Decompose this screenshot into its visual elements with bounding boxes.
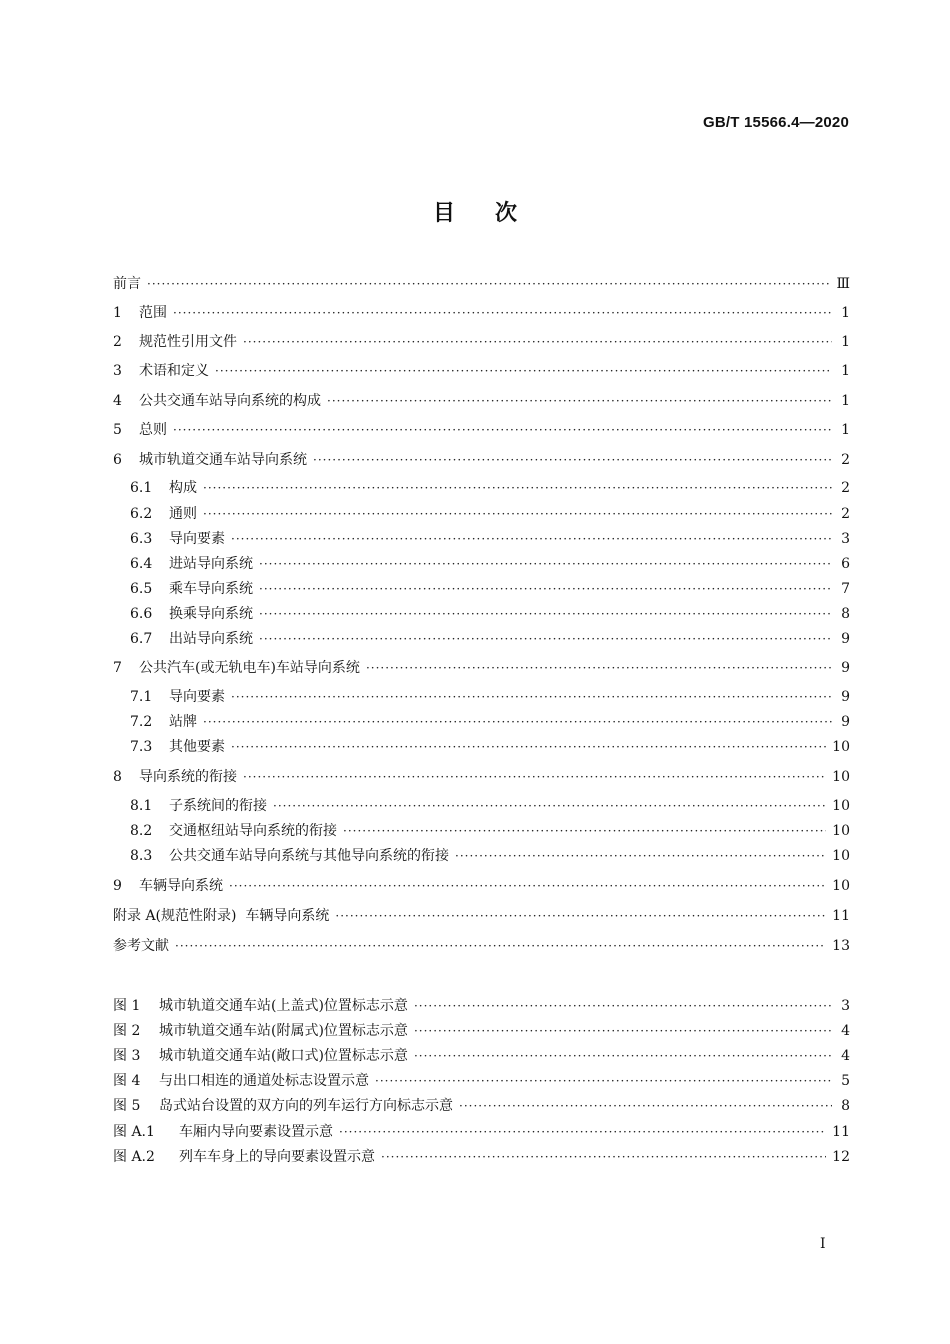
toc-page: 1 [841,393,850,409]
toc-label: 总则 [139,422,167,438]
toc-page: 10 [832,739,850,755]
toc-number: 7.3 [130,739,153,755]
toc-number: 8.3 [130,848,153,864]
toc-entry-7-2[interactable] [130,711,850,733]
leader-dots [455,845,826,867]
toc-entry-2[interactable] [113,331,850,353]
toc-number: 9 [113,878,122,894]
figure-page: 3 [841,998,850,1014]
figure-page: 12 [832,1149,850,1165]
toc-label: 术语和定义 [139,363,209,379]
toc-page: 10 [832,878,850,894]
toc-number: 7.1 [130,689,153,705]
toc-page: 9 [841,714,850,730]
leader-dots [231,686,832,708]
leader-dots [459,1095,832,1117]
figure-page: 4 [841,1023,850,1039]
toc-number: 6.1 [130,480,153,496]
toc-number: 7 [113,660,122,676]
toc-label: 其他要素 [169,739,225,755]
toc-page: 9 [841,631,850,647]
toc-entry-7-3[interactable] [130,736,850,758]
toc-entry-7[interactable] [113,657,850,679]
toc-number: 8 [113,769,122,785]
toc-page: 2 [841,452,850,468]
toc-number: 1 [113,305,122,321]
leader-dots [259,578,832,600]
leader-dots [375,1070,832,1092]
figure-label: 与出口相连的通道处标志设置示意 [159,1073,369,1089]
toc-label: 城市轨道交通车站导向系统 [139,452,307,468]
document-code: GB/T 15566.4—2020 [703,114,849,131]
toc-entry-7-1[interactable] [130,686,850,708]
toc-number: 6.4 [130,556,153,572]
toc-entry-8[interactable] [113,766,850,788]
toc-label: 范围 [139,305,167,321]
leader-dots [313,449,832,471]
toc-page: 9 [841,689,850,705]
figure-number: 图 A.2 [113,1149,155,1165]
figure-number: 图 4 [113,1073,141,1089]
figure-label: 城市轨道交通车站(上盖式)位置标志示意 [159,998,408,1014]
toc-label: 参考文献 [113,938,169,954]
figure-entry-a2[interactable] [113,1146,850,1168]
figure-label: 岛式站台设置的双方向的列车运行方向标志示意 [159,1098,453,1114]
toc-number: 6 [113,452,122,468]
figure-number: 图 1 [113,998,141,1014]
figure-page: 4 [841,1048,850,1064]
toc-label: 出站导向系统 [169,631,253,647]
toc-label: 站牌 [169,714,197,730]
figure-page: 8 [841,1098,850,1114]
toc-page: 2 [841,506,850,522]
toc-entry-6-1[interactable] [130,477,850,499]
figure-entry-2[interactable] [113,1020,850,1042]
toc-entry-6[interactable] [113,449,850,471]
toc-label: 乘车导向系统 [169,581,253,597]
leader-dots [215,360,832,382]
leader-dots [243,766,826,788]
toc-label: 构成 [169,480,197,496]
toc-entry-5[interactable] [113,419,850,441]
page-number: I [820,1236,826,1252]
toc-entry-6-5[interactable] [130,578,850,600]
toc-number: 6.6 [130,606,153,622]
toc-number: 6.3 [130,531,153,547]
toc-page: 10 [832,823,850,839]
leader-dots [173,302,832,324]
toc-number: 6.5 [130,581,153,597]
title-part-1: 目 [432,201,455,226]
leader-dots [243,331,832,353]
toc-page: 7 [841,581,850,597]
leader-dots [259,603,832,625]
page-title [0,196,950,227]
toc-page: 1 [841,422,850,438]
leader-dots [203,477,832,499]
toc-label: 进站导向系统 [169,556,253,572]
figure-entry-4[interactable] [113,1070,850,1092]
leader-dots [414,1020,832,1042]
figure-number: 图 A.1 [113,1124,155,1140]
toc-label: 换乘导向系统 [169,606,253,622]
leader-dots [229,875,826,897]
toc-page: 1 [841,334,850,350]
toc-label: 导向要素 [169,531,225,547]
toc-number: 8.1 [130,798,153,814]
toc-page: 3 [841,531,850,547]
figure-page: 5 [841,1073,850,1089]
toc-entry-6-2[interactable] [130,503,850,525]
toc-number: 4 [113,393,122,409]
toc-number: 3 [113,363,122,379]
figure-entry-3[interactable] [113,1045,850,1067]
leader-dots [175,935,826,957]
figure-number: 图 2 [113,1023,141,1039]
leader-dots [339,1121,826,1143]
leader-dots [414,995,832,1017]
figure-label: 城市轨道交通车站(敞口式)位置标志示意 [159,1048,408,1064]
toc-entry-references[interactable] [113,935,850,957]
toc-entry-1[interactable] [113,302,850,324]
leader-dots [414,1045,832,1067]
leader-dots [231,736,826,758]
leader-dots [203,711,832,733]
toc-label: 导向系统的衔接 [139,769,237,785]
toc-page: 13 [832,938,850,954]
toc-entry-6-6[interactable] [130,603,850,625]
toc-page: 11 [832,908,850,924]
toc-entry-8-2[interactable] [130,820,850,842]
toc-entry-8-3[interactable] [130,845,850,867]
toc-page: 1 [841,363,850,379]
toc-page: 6 [841,556,850,572]
toc-page: 10 [832,848,850,864]
toc-page: 10 [832,769,850,785]
toc-label: 公共汽车(或无轨电车)车站导向系统 [139,660,360,676]
toc-number: 2 [113,334,122,350]
toc-entry-4[interactable] [113,390,850,412]
leader-dots [343,820,826,842]
title-part-2: 次 [495,201,518,226]
figure-number: 图 3 [113,1048,141,1064]
toc-number: 7.2 [130,714,153,730]
leader-dots [335,905,826,927]
toc-entry-appendix-a[interactable] [113,905,850,927]
toc-page: 8 [841,606,850,622]
toc-label: 附录 A(规范性附录) 车辆导向系统 [113,908,330,924]
toc-entry-6-4[interactable] [130,553,850,575]
leader-dots [231,528,832,550]
figure-entry-1[interactable] [113,995,850,1017]
leader-dots [147,273,830,295]
toc-entry-3[interactable] [113,360,850,382]
toc-label: 交通枢纽站导向系统的衔接 [169,823,337,839]
toc-page: Ⅲ [836,276,850,292]
leader-dots [327,390,832,412]
leader-dots [173,419,832,441]
toc-page: 2 [841,480,850,496]
toc-entry-8-1[interactable] [130,795,850,817]
toc-entry-6-7[interactable] [130,628,850,650]
toc-number: 6.7 [130,631,153,647]
toc-label: 通则 [169,506,197,522]
leader-dots [381,1146,826,1168]
toc-label: 规范性引用文件 [139,334,237,350]
toc-page: 10 [832,798,850,814]
leader-dots [259,553,832,575]
toc-label: 子系统间的衔接 [169,798,267,814]
figure-number: 图 5 [113,1098,141,1114]
toc-label: 导向要素 [169,689,225,705]
toc-number: 6.2 [130,506,153,522]
toc-number: 5 [113,422,122,438]
toc-entry-9[interactable] [113,875,850,897]
figure-label: 列车车身上的导向要素设置示意 [179,1149,375,1165]
toc-label: 前言 [113,276,141,292]
toc-label: 公共交通车站导向系统的构成 [139,393,321,409]
leader-dots [203,503,832,525]
figure-label: 城市轨道交通车站(附属式)位置标志示意 [159,1023,408,1039]
figure-entry-5[interactable] [113,1095,850,1117]
figure-page: 11 [832,1124,850,1140]
toc-entry-6-3[interactable] [130,528,850,550]
toc-entry-foreword[interactable] [113,273,850,295]
leader-dots [366,657,832,679]
toc-label: 公共交通车站导向系统与其他导向系统的衔接 [169,848,449,864]
toc-page: 1 [841,305,850,321]
toc-number: 8.2 [130,823,153,839]
toc-page: 9 [841,660,850,676]
toc-label: 车辆导向系统 [139,878,223,894]
leader-dots [259,628,832,650]
figure-label: 车厢内导向要素设置示意 [179,1124,333,1140]
leader-dots [273,795,826,817]
figure-entry-a1[interactable] [113,1121,850,1143]
